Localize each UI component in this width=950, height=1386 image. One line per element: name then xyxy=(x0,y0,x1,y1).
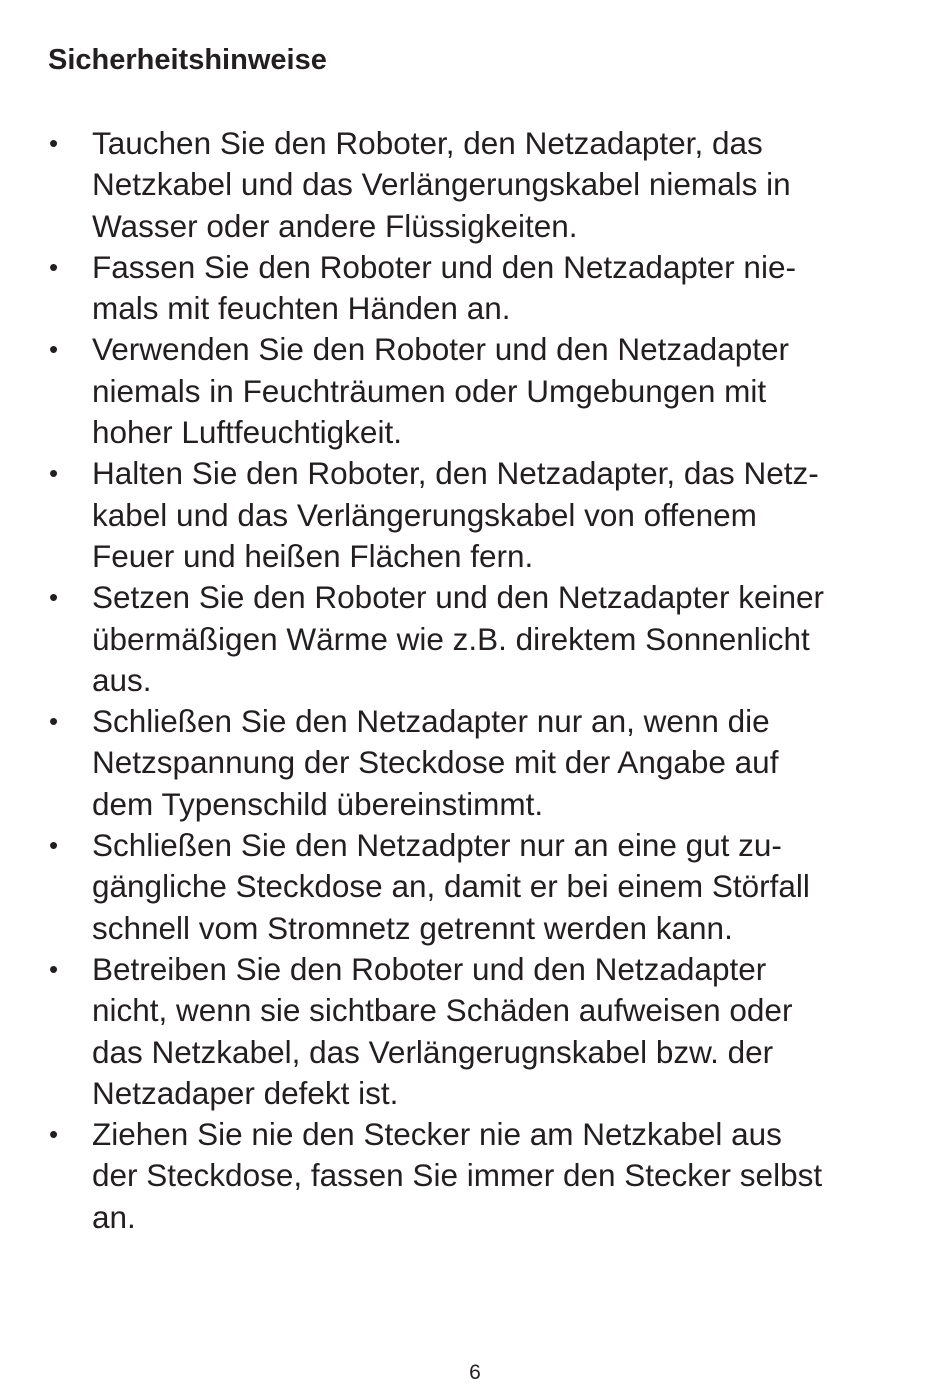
list-item-line: an. xyxy=(92,1198,136,1235)
list-item-line: Schließen Sie den Netzadapter nur an, wenn die xyxy=(92,703,770,740)
list-item-line: Halten Sie den Roboter, den Netzadapter, das Netz- xyxy=(92,455,819,492)
bullet-icon: • xyxy=(49,334,59,365)
list-item-line: aus. xyxy=(92,661,152,698)
bullet-icon: • xyxy=(49,582,59,613)
list-item-line: Wasser oder andere Flüssigkeiten. xyxy=(92,207,578,244)
list-item-line: kabel und das Verlängerungskabel von offenem xyxy=(92,496,757,533)
bullet-icon: • xyxy=(49,830,59,861)
list-item xyxy=(0,825,950,949)
list-item-line: Netzkabel und das Verlängerungskabel niemals in xyxy=(92,166,791,203)
list-item xyxy=(0,453,950,577)
list-item-line: das Netzkabel, das Verlängerugnskabel bzw. der xyxy=(92,1033,774,1070)
list-item-line: Tauchen Sie den Roboter, den Netzadapter, das xyxy=(92,125,763,161)
list-item-line: mals mit feuchten Händen an. xyxy=(92,290,511,327)
list-item-line: hoher Luftfeuchtigkeit. xyxy=(92,414,402,451)
bullet-icon: • xyxy=(49,458,59,489)
list-item-line: Fassen Sie den Roboter und den Netzadapter nie- xyxy=(92,248,796,285)
list-item-line: gängliche Steckdose an, damit er bei einem Störfall xyxy=(92,868,810,905)
list-item xyxy=(0,123,950,247)
safety-instructions-list xyxy=(0,123,950,1238)
list-item xyxy=(0,1114,950,1238)
list-item xyxy=(0,949,950,1114)
list-item-line: Setzen Sie den Roboter und den Netzadapter keiner xyxy=(92,579,824,616)
list-item-line: Netzspannung der Steckdose mit der Angabe auf xyxy=(92,744,779,781)
section-title: Sicherheitshinweise xyxy=(48,44,327,76)
list-item-line: nicht, wenn sie sichtbare Schäden aufweisen oder xyxy=(92,992,793,1029)
list-item-line: schnell vom Stromnetz getrennt werden kann. xyxy=(92,909,733,946)
bullet-icon: • xyxy=(49,706,59,737)
list-item xyxy=(0,577,950,701)
list-item xyxy=(0,247,950,330)
list-item-line: Netzadaper defekt ist. xyxy=(92,1074,399,1111)
list-item-line: Feuer und heißen Flächen fern. xyxy=(92,537,534,574)
list-item xyxy=(0,329,950,453)
page-number: 6 xyxy=(469,1361,481,1384)
bullet-icon: • xyxy=(49,953,59,984)
list-item-line: niemals in Feuchträumen oder Umgebungen mit xyxy=(92,372,767,409)
list-item-line: Ziehen Sie nie den Stecker nie am Netzkabel aus xyxy=(92,1116,782,1153)
list-item-line: übermäßigen Wärme wie z.B. direktem Sonnenlicht xyxy=(92,620,810,657)
bullet-icon: • xyxy=(49,128,59,158)
bullet-icon: • xyxy=(49,1119,59,1150)
list-item xyxy=(0,701,950,825)
list-item-line: dem Typenschild übereinstimmt. xyxy=(92,785,544,822)
bullet-icon: • xyxy=(49,251,59,282)
list-item-line: Verwenden Sie den Roboter und den Netzadapter xyxy=(92,331,789,368)
list-item-line: Schließen Sie den Netzadpter nur an eine gut zu- xyxy=(92,827,782,864)
list-item-line: der Steckdose, fassen Sie immer den Stecker selbst xyxy=(92,1157,823,1194)
list-item-line: Betreiben Sie den Roboter und den Netzadapter xyxy=(92,950,767,987)
